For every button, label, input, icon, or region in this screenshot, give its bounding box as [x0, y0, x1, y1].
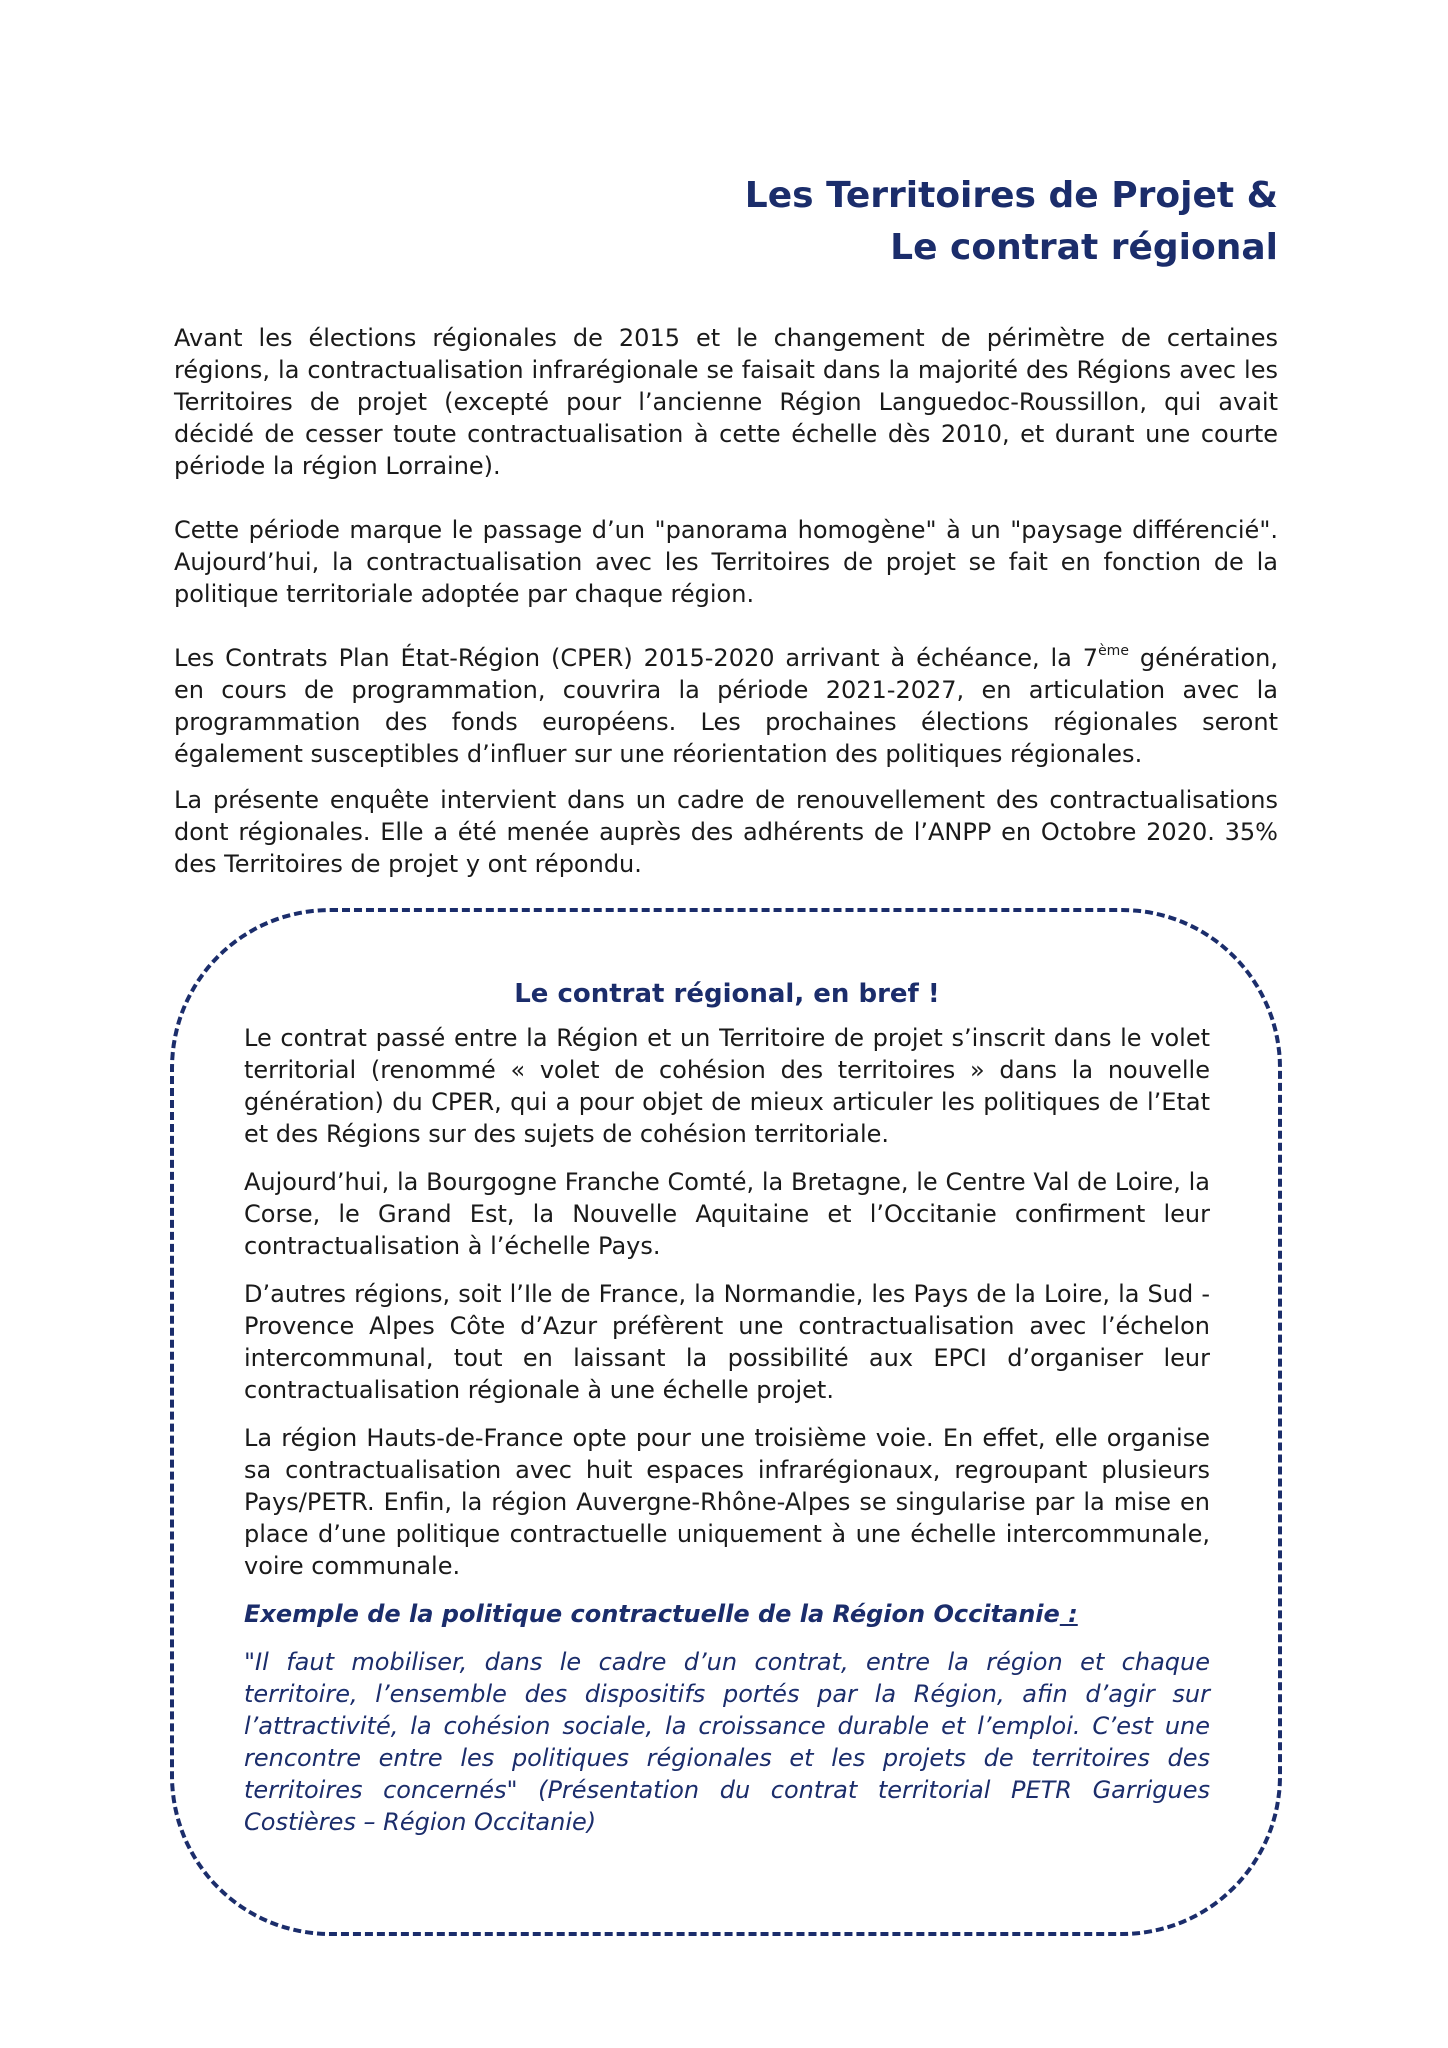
summary-box-title: Le contrat régional, en bref ! — [514, 979, 940, 1009]
intro-paragraph-3 — [174, 642, 1278, 770]
summary-box — [244, 978, 1210, 1854]
example-heading-text: Exemple de la politique contractuelle de la Région Occitanie — [244, 1600, 1060, 1628]
summary-paragraph-2: Aujourd’hui, la Bourgogne Franche Comté, la Bretagne, le Centre Val de Loire, la Corse, le Grand Est, la Nouvelle Aquitaine et l’Occitanie confirment leur contractualisation à l’échelle Pays. — [244, 1168, 1210, 1260]
title-line-2: Le contrat régional — [890, 227, 1278, 268]
page-title — [745, 170, 1278, 274]
example-heading — [244, 1598, 1210, 1630]
summary-paragraph-1: Le contrat passé entre la Région et un Territoire de projet s’inscrit dans le volet territorial (renommé « volet de cohésion des territoires » dans la nouvelle génération) du CPER, qui a pour objet de mieux articuler les politiques de l’Etat et des Régions sur des sujets de cohésion territoriale. — [244, 1024, 1210, 1148]
intro-paragraph-3-start: Les Contrats Plan État-Région (CPER) 2015-2020 arrivant à échéance, la 7 — [174, 644, 1099, 672]
intro-paragraph-3-end: génération, en cours de programmation, couvrira la période 2021-2027, en articulation avec la programmation des fonds européens. Les prochaines élections régionales seront également susceptibles d’influer sur une réorientation des politiques régionales. — [174, 644, 1278, 768]
intro-paragraph-2: Cette période marque le passage d’un "panorama homogène" à un "paysage différencié". Aujourd’hui, la contractualisation avec les Territoires de projet se fait en fonction de la politique territoriale adoptée par chaque région. — [174, 516, 1278, 608]
superscript-eme: ème — [1098, 643, 1129, 659]
occitanie-quote: "Il faut mobiliser, dans le cadre d’un contrat, entre la région et chaque territoire, l’ensemble des dispositifs portés par la Région, afin d’agir sur l’attractivité, la cohésion sociale, la croissance durable et l’emploi. C’est une rencontre entre les politiques régionales et les projets de territoires des territoires concernés" (Présentation du contrat territorial PETR Garrigues Costières – Région Occitanie) — [244, 1648, 1210, 1836]
example-heading-colon: : — [1059, 1600, 1078, 1628]
summary-paragraph-4: La région Hauts-de-France opte pour une troisième voie. En effet, elle organise sa contractualisation avec huit espaces infrarégionaux, regroupant plusieurs Pays/PETR. Enfin, la région Auvergne-Rhône-Alpes se singularise par la mise en place d’une politique contractuelle uniquement à une échelle intercommunale, voire communale. — [244, 1424, 1210, 1580]
title-line-1: Les Territoires de Projet & — [744, 175, 1278, 216]
intro-paragraph-1: Avant les élections régionales de 2015 et le changement de périmètre de certaines régions, la contractualisation infrarégionale se faisait dans la majorité des Régions avec les Territoires de projet (excepté pour l’ancienne Région Languedoc-Roussillon, qui avait décidé de cesser toute contractualisation à cette échelle dès 2010, et durant une courte période la région Lorraine). — [174, 324, 1278, 480]
intro-section — [174, 322, 1278, 912]
intro-paragraph-4: La présente enquête intervient dans un cadre de renouvellement des contractualisations dont régionales. Elle a été menée auprès des adhérents de l’ANPP en Octobre 2020. 35% des Territoires de projet y ont répondu. — [174, 786, 1278, 878]
summary-paragraph-3: D’autres régions, soit l’Ile de France, la Normandie, les Pays de la Loire, la Sud - Provence Alpes Côte d’Azur préfèrent une contractualisation avec l’échelon intercommunal, tout en laissant la possibilité aux EPCI d’organiser leur contractualisation régionale à une échelle projet. — [244, 1280, 1210, 1404]
